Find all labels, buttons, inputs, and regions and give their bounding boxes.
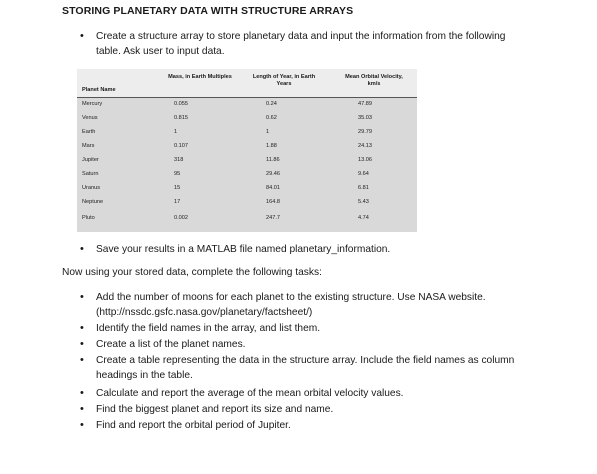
cell-length-of-year: 29.46: [266, 171, 280, 177]
cell-planet-name: Pluto: [82, 215, 95, 221]
task-bullet: [80, 386, 530, 401]
task-text: Identify the field names in the array, and list them.: [96, 323, 321, 334]
task-bullet: [80, 353, 530, 383]
cell-orbital-velocity: 6.81: [358, 185, 369, 191]
cell-length-of-year: 164.8: [266, 199, 280, 205]
cell-planet-name: Mercury: [82, 101, 103, 107]
task-bullet: [80, 418, 530, 433]
cell-length-of-year: 0.62: [266, 115, 277, 121]
cell-planet-name: Venus: [82, 115, 98, 121]
bullet-icon: •: [80, 403, 84, 415]
header-mass: Mass, in Earth Multiples: [168, 74, 232, 80]
cell-orbital-velocity: 9.64: [358, 171, 369, 177]
header-length-of-year: Length of Year, in Earth Years: [252, 74, 316, 87]
table-row: [77, 126, 417, 139]
intro-bullet-text: Create a structure array to store planetary data and input the information from the following table. Ask user to input data.: [96, 31, 506, 57]
table-row: [77, 212, 417, 225]
bullet-icon: •: [80, 291, 84, 303]
cell-length-of-year: 11.86: [266, 157, 280, 163]
cell-planet-name: Neptune: [82, 199, 104, 205]
intro-bullet: [80, 29, 520, 59]
cell-mass: 0.815: [174, 115, 188, 121]
cell-orbital-velocity: 5.43: [358, 199, 369, 205]
cell-mass: 95: [174, 171, 181, 177]
cell-mass: 1: [174, 129, 178, 135]
cell-length-of-year: 1: [266, 129, 270, 135]
table-row: [77, 154, 417, 167]
cell-length-of-year: 1.88: [266, 143, 277, 149]
page-title: STORING PLANETARY DATA WITH STRUCTURE ARRAYS: [62, 5, 354, 17]
cell-length-of-year: 84.01: [266, 185, 280, 191]
task-bullet: [80, 337, 530, 352]
table-row: [77, 98, 417, 111]
task-text: Create a list of the planet names.: [96, 339, 246, 350]
task-text: Create a table representing the data in the structure array. Include the field names as column headings in the table.: [96, 355, 515, 381]
planet-table-header: [77, 69, 417, 98]
bullet-icon: •: [80, 338, 84, 350]
table-row: [77, 168, 417, 181]
cell-length-of-year: 247.7: [266, 215, 280, 221]
cell-orbital-velocity: 29.79: [358, 129, 372, 135]
cell-planet-name: Mars: [82, 143, 95, 149]
cell-planet-name: Earth: [82, 129, 96, 135]
table-row: [77, 182, 417, 195]
task-bullet: [80, 290, 530, 320]
table-row: [77, 112, 417, 125]
bullet-icon: •: [80, 419, 84, 431]
header-orbital-velocity: Mean Orbital Velocity, km/s: [345, 74, 403, 87]
cell-mass: 318: [174, 157, 184, 163]
cell-length-of-year: 0.24: [266, 101, 277, 107]
cell-mass: 17: [174, 199, 181, 205]
cell-orbital-velocity: 47.89: [358, 101, 372, 107]
save-bullet-text: Save your results in a MATLAB file named planetary_information.: [96, 244, 391, 255]
bullet-icon: •: [80, 30, 84, 42]
cell-mass: 0.107: [174, 143, 188, 149]
task-text: Calculate and report the average of the mean orbital velocity values.: [96, 388, 404, 399]
bullet-icon: •: [80, 387, 84, 399]
cell-planet-name: Uranus: [82, 185, 101, 191]
save-bullet: [80, 242, 520, 257]
cell-planet-name: Jupiter: [82, 157, 99, 163]
cell-orbital-velocity: 13.06: [358, 157, 372, 163]
planet-table: [77, 69, 417, 232]
bullet-icon: •: [80, 354, 84, 366]
task-bullet: [80, 402, 530, 417]
cell-mass: 0.002: [174, 215, 188, 221]
bullet-icon: •: [80, 243, 84, 255]
tasks-intro: Now using your stored data, complete the following tasks:: [62, 267, 322, 278]
cell-orbital-velocity: 24.13: [358, 143, 372, 149]
task-text: Find and report the orbital period of Jupiter.: [96, 420, 291, 431]
bullet-icon: •: [80, 322, 84, 334]
table-row: [77, 140, 417, 153]
cell-orbital-velocity: 4.74: [358, 215, 369, 221]
task-text: Add the number of moons for each planet to the existing structure. Use NASA website. (http://nssdc.gsfc.nasa.gov/planetary/factsheet/): [96, 292, 486, 318]
cell-planet-name: Saturn: [82, 171, 99, 177]
cell-mass: 0.055: [174, 101, 188, 107]
task-text: Find the biggest planet and report its size and name.: [96, 404, 334, 415]
header-planet-name: Planet Name: [82, 87, 116, 93]
cell-mass: 15: [174, 185, 181, 191]
cell-orbital-velocity: 35.03: [358, 115, 372, 121]
task-bullet: [80, 321, 530, 336]
table-row: [77, 196, 417, 209]
